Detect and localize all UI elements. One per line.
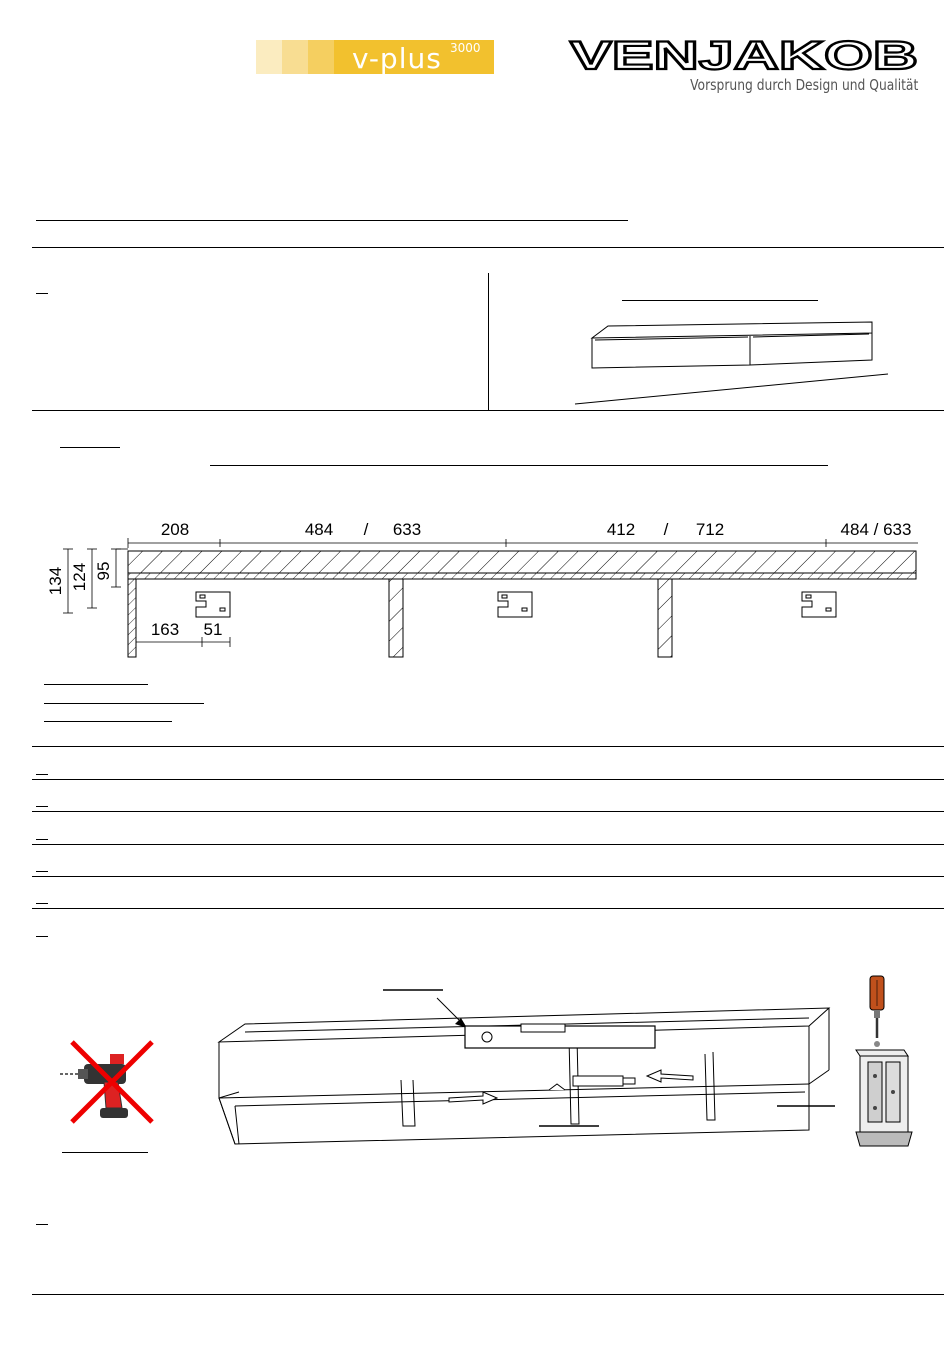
bullet-dash [36, 871, 48, 872]
dim-label: 208 [160, 520, 190, 539]
dim-label: 124 [70, 562, 89, 592]
section-rule [32, 811, 944, 812]
section-rule [32, 876, 944, 877]
section-rule [32, 908, 944, 909]
bullet-dash [36, 1224, 48, 1225]
vplus-logo-superscript: 3000 [450, 41, 481, 55]
product-heading-underline [622, 300, 818, 301]
section-rule [32, 746, 944, 747]
bullet-dash [36, 806, 48, 807]
dim-label: 633 [392, 520, 422, 539]
subheading-underline [60, 447, 120, 448]
bullet-dash [36, 839, 48, 840]
dim-label: / [363, 520, 369, 539]
venjakob-wordmark [568, 36, 920, 74]
label-underline [62, 1152, 148, 1153]
section-rule [32, 247, 944, 248]
dim-label: / [663, 520, 669, 539]
lowboard-product-sketch [570, 318, 900, 410]
note-underline [44, 684, 148, 685]
venjakob-tagline: Vorsprung durch Design und Qualität [689, 76, 918, 94]
footer-rule [32, 1294, 944, 1295]
note-underline [44, 721, 172, 722]
section-rule [32, 779, 944, 780]
note-underline [44, 703, 204, 704]
title-underline [36, 220, 628, 221]
bullet-dash [36, 936, 48, 937]
bullet-dash [36, 774, 48, 775]
no-drill-icon [56, 1036, 166, 1126]
dim-label: 95 [94, 561, 113, 581]
dim-label: 51 [203, 620, 223, 639]
vplus-logo [256, 40, 494, 74]
section-rule [32, 410, 944, 411]
dim-label: 412 [606, 520, 636, 539]
subheading-underline [210, 465, 828, 466]
dim-label: 484 / 633 [840, 520, 912, 539]
dim-label: 712 [695, 520, 725, 539]
column-divider [488, 273, 489, 410]
dim-label: 163 [150, 620, 180, 639]
cabinet-assembly-illustration [205, 980, 835, 1155]
bullet-dash [36, 903, 48, 904]
dim-label: 484 [304, 520, 334, 539]
bullet-dash [36, 293, 48, 294]
mounting-dimension-drawing [30, 505, 930, 665]
dim-label: 134 [46, 566, 65, 596]
venjakob-wordmark-text: VENJAKOB [570, 36, 918, 74]
screwdriver-hanger-illustration [846, 972, 916, 1154]
vplus-logo-text: v-plus [352, 42, 442, 75]
section-rule [32, 844, 944, 845]
